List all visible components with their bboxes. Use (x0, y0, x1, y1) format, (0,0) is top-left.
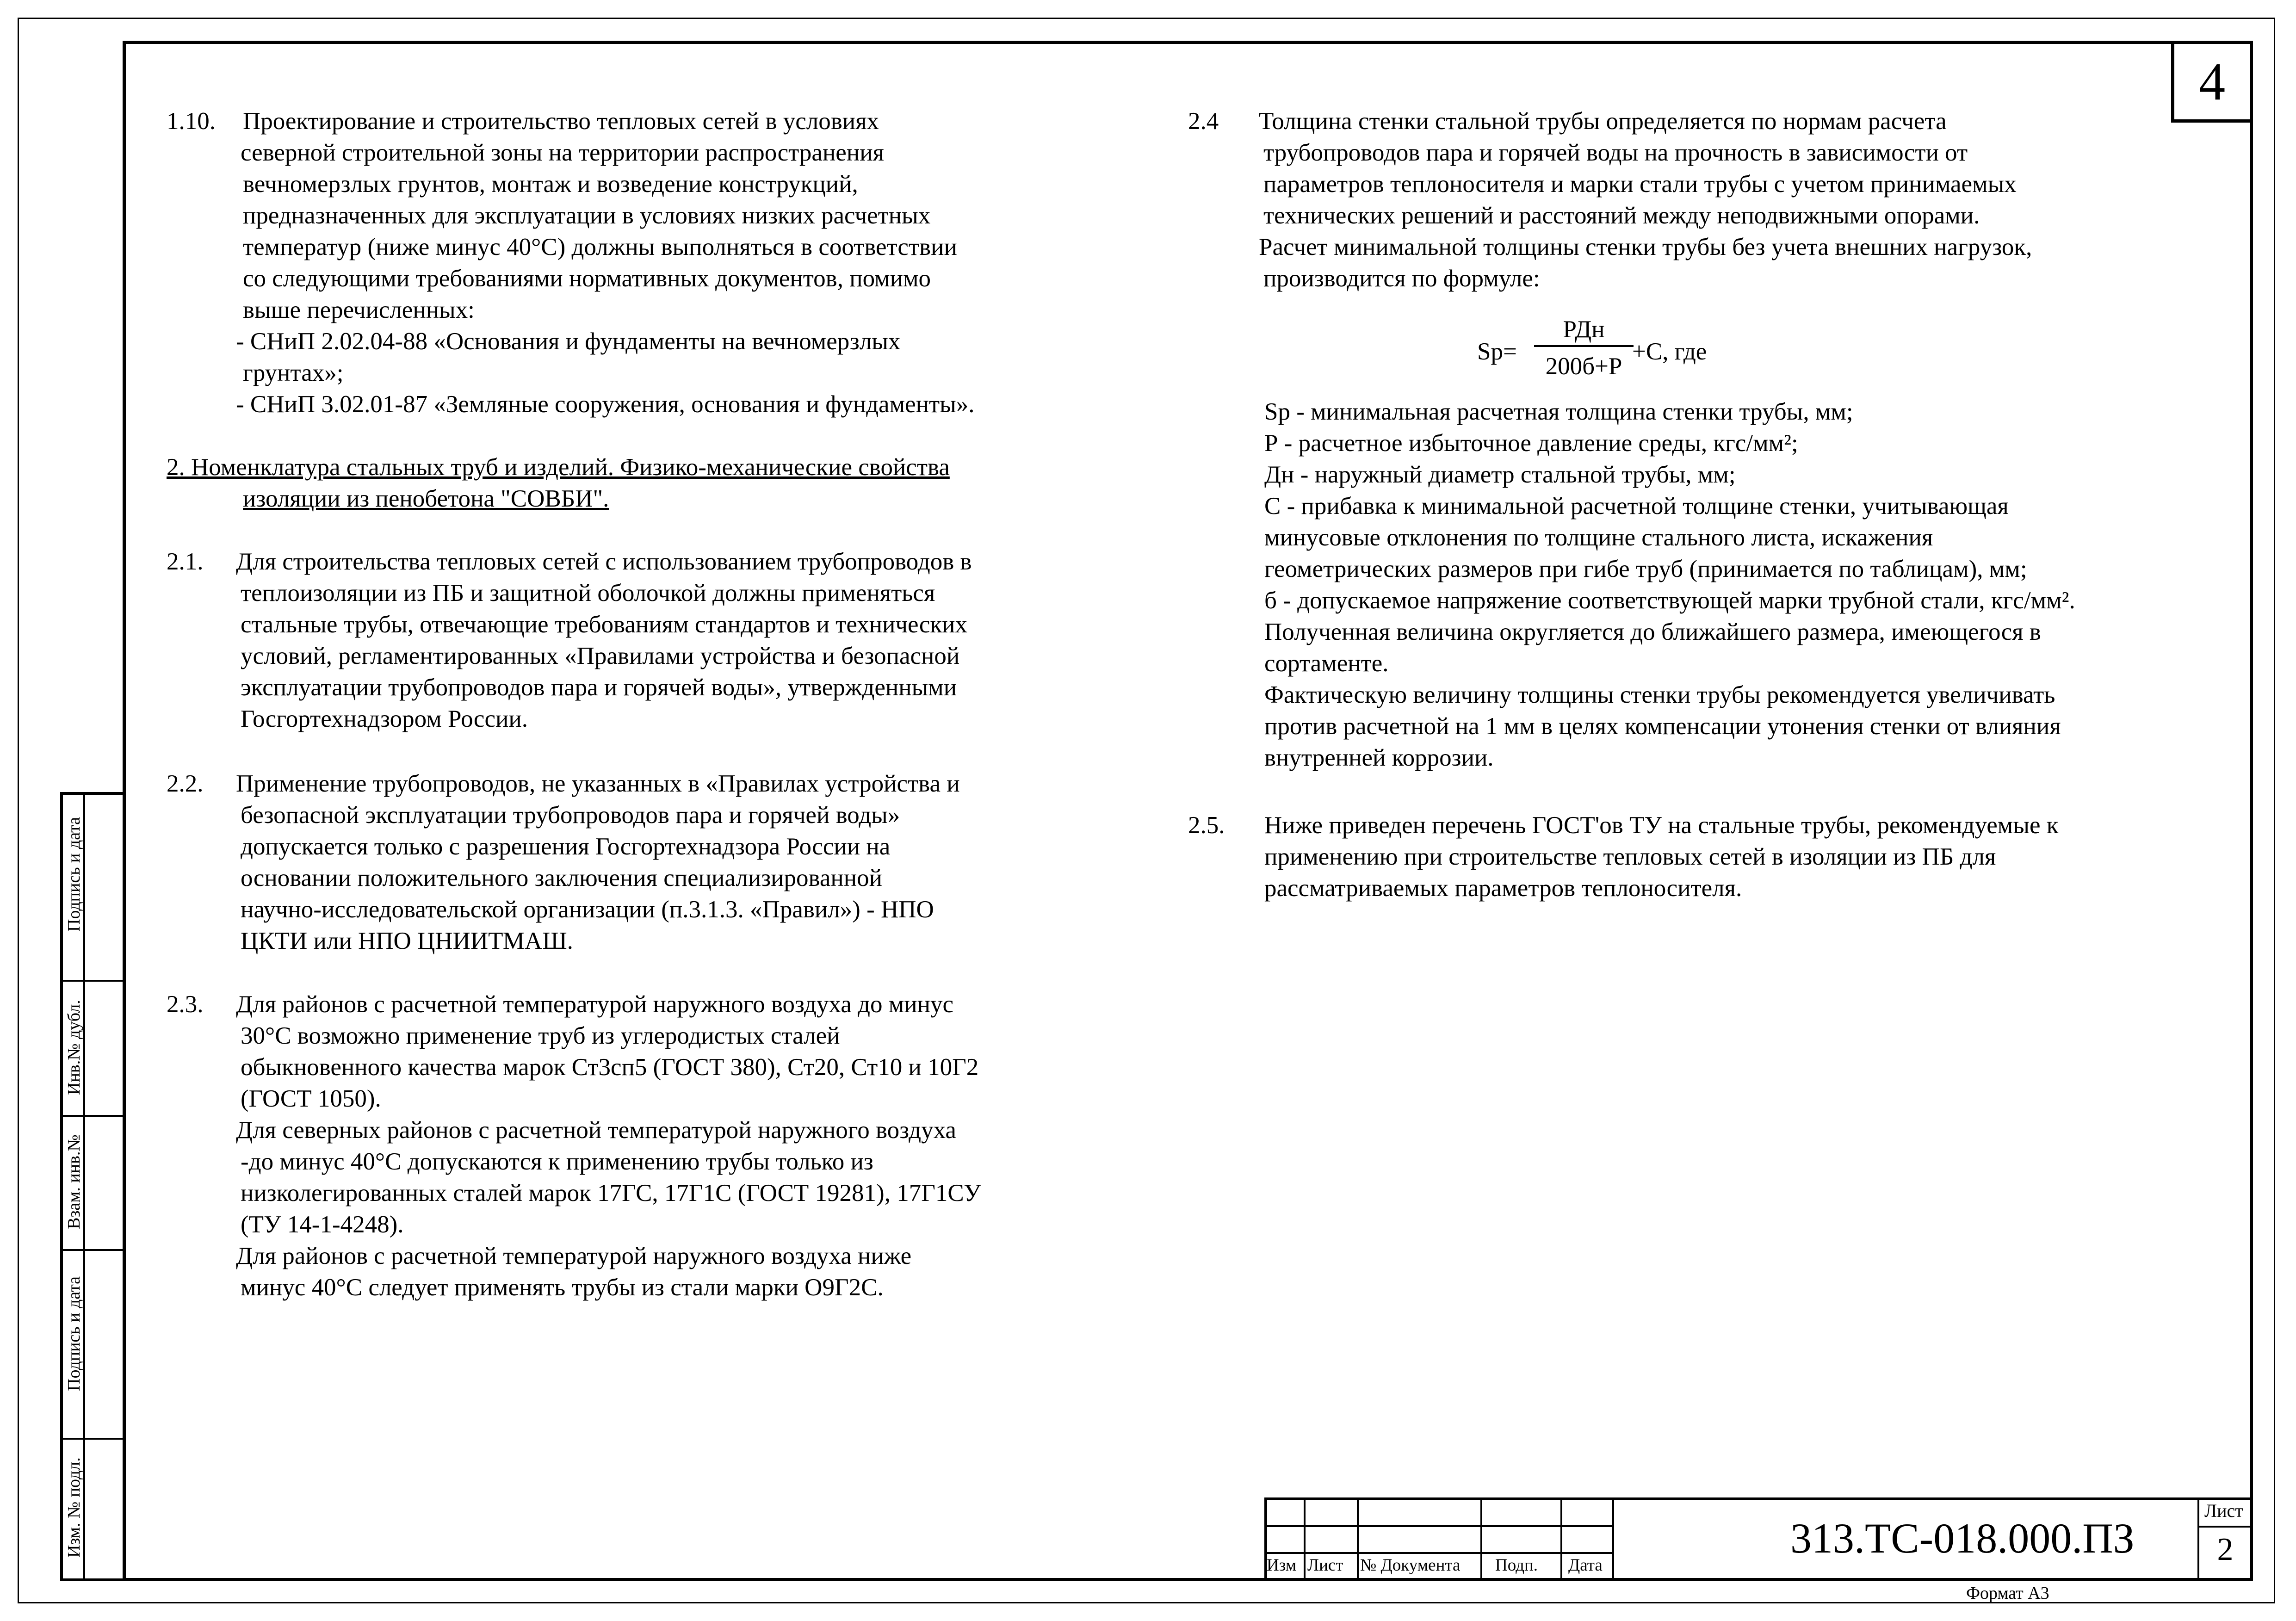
text-line: обыкновенного качества марок Ст3сп5 (ГОСТ 380), Ст20, Ст10 и 10Г2 (241, 1054, 979, 1081)
title-block-line (1264, 1525, 1612, 1527)
sheet-label: Лист (2204, 1500, 2243, 1521)
text-line: рассматриваемых параметров теплоносителя. (1264, 875, 1742, 902)
paragraph-number: 2.2. (167, 770, 204, 797)
side-stamp-replace-inv: Взам. инв.№ (64, 1134, 84, 1229)
text-line: температур (ниже минус 40°С) должны выполняться в соответствии (243, 234, 957, 260)
text-line: трубопроводов пара и горячей воды на прочность в зависимости от (1263, 139, 1968, 166)
text-line: (ТУ 14-1-4248). (241, 1211, 404, 1238)
text-line: допускается только с разрешения Госгортехнадзора России на (241, 833, 891, 860)
side-stamp-line (60, 1249, 126, 1251)
definition-line: сортаменте. (1264, 650, 1389, 677)
text-line: технических решений и расстояний между неподвижными опорами. (1263, 202, 1980, 229)
paragraph-number: 2.4 (1188, 108, 1219, 135)
definition-line: б - допускаемое напряжение соответствующей марки трубной стали, кгс/мм². (1264, 587, 2075, 614)
definition-line: минусовые отклонения по толщине стального листа, искажения (1264, 524, 1933, 551)
paragraph-number: 2.1. (167, 548, 204, 575)
heading-line: изоляции из пенобетона "СОВБИ". (243, 485, 609, 512)
side-stamp-line (60, 980, 126, 982)
sheet-number-top: 4 (2171, 41, 2253, 123)
text-line: предназначенных для эксплуатации в условиях низких расчетных (243, 202, 931, 229)
text-line: Проектирование и строительство тепловых сетей в условиях (243, 108, 879, 135)
text-line: производится по формуле: (1263, 265, 1540, 292)
title-block-line (1264, 1552, 1612, 1554)
text-line: 30°С возможно применение труб из углеродистых сталей (241, 1022, 840, 1049)
heading-line: 2. Номенклатура стальных труб и изделий. Физико-механические свойства (167, 454, 950, 481)
definition-line: С - прибавка к минимальной расчетной толщине стенки, учитывающая (1264, 493, 2009, 520)
text-line: выше перечисленных: (243, 297, 475, 323)
title-block-line (1480, 1497, 1482, 1581)
text-line: параметров теплоносителя и марки стали трубы с учетом принимаемых (1263, 171, 2017, 198)
text-line: грунтах»; (243, 359, 344, 386)
definitions (1264, 396, 2236, 773)
col-header-date: Дата (1568, 1556, 1603, 1575)
text-line: условий, регламентированных «Правилами устройства и безопасной (241, 643, 960, 669)
text-line: Для районов с расчетной температурой наружного воздуха до минус (236, 991, 954, 1018)
text-line: теплоизоляции из ПБ и защитной оболочкой должны применяться (241, 580, 935, 606)
text-line: стальные трубы, отвечающие требованиям стандартов и технических (241, 611, 968, 638)
title-block-line (1357, 1497, 1359, 1581)
text-line: вечномерзлых грунтов, монтаж и возведение конструкций, (243, 171, 858, 198)
text-line: применению при строительстве тепловых сетей в изоляции из ПБ для (1264, 843, 1996, 870)
paragraph-number: 1.10. (167, 108, 216, 135)
formula-lhs: Sp= (1477, 338, 1517, 365)
definition-line: Дн - наружный диаметр стальной трубы, мм; (1264, 461, 1736, 488)
title-block-line (1560, 1497, 1562, 1581)
list-item: - СНиП 2.02.04-88 «Основания и фундаменты на вечномерзлых (236, 328, 901, 355)
text-line: основании положительного заключения специализированной (241, 865, 882, 891)
paragraph-number: 2.5. (1188, 812, 1225, 839)
list-item: - СНиП 3.02.01-87 «Земляные сооружения, основания и фундаменты». (236, 391, 975, 418)
definition-line: против расчетной на 1 мм в целях компенсации утонения стенки от влияния (1264, 713, 2061, 740)
side-stamp-line (60, 1438, 126, 1440)
text-line: безопасной эксплуатации трубопроводов пара и горячей воды» (241, 802, 900, 829)
col-header-sheet: Лист (1307, 1556, 1343, 1575)
col-header-signature: Подп. (1495, 1556, 1538, 1575)
definition-line: Sp - минимальная расчетная толщина стенки трубы, мм; (1264, 398, 1853, 425)
text-line: Расчет минимальной толщины стенки трубы без учета внешних нагрузок, (1259, 234, 2032, 260)
text-line: Госгортехнадзором России. (241, 705, 528, 732)
paragraph-number: 2.3. (167, 991, 204, 1018)
side-stamp-line (60, 1115, 126, 1117)
definition-line: Фактическую величину толщины стенки трубы рекомендуется увеличивать (1264, 681, 2055, 708)
col-header-change: Изм (1267, 1556, 1297, 1575)
text-line: северной строительной зоны на территории распространения (241, 139, 884, 166)
side-stamp-signature-date-1: Подпись и дата (64, 817, 84, 932)
side-stamp-original-inv: Изм. № подл. (64, 1457, 84, 1558)
text-line: эксплуатации трубопроводов пара и горячей воды», утвержденными (241, 674, 957, 701)
formula-denominator: 200б+Р (1545, 353, 1622, 380)
title-block-line (1304, 1497, 1306, 1581)
text-line: Для северных районов с расчетной температурой наружного воздуха (236, 1117, 956, 1144)
fraction-bar (1534, 345, 1634, 347)
sheet-number: 2 (2217, 1532, 2234, 1567)
definition-line: внутренней коррозии. (1264, 744, 1494, 771)
definition-line: Полученная величина округляется до ближайшего размера, имеющегося в (1264, 619, 2041, 645)
text-line: научно-исследовательской организации (п.3.1.3. «Правил») - НПО (241, 896, 934, 923)
text-line: Для районов с расчетной температурой наружного воздуха ниже (236, 1243, 912, 1269)
text-line: (ГОСТ 1050). (241, 1085, 381, 1112)
text-line: Применение трубопроводов, не указанных в «Правилах устройства и (236, 770, 960, 797)
document-code: 313.ТС-018.000.ПЗ (1790, 1515, 2135, 1562)
section-heading-2 (167, 452, 1138, 514)
text-line: Толщина стенки стальной трубы определяется по нормам расчета (1259, 108, 1947, 135)
text-line: Ниже приведен перечень ГОСТ'ов ТУ на стальные трубы, рекомендуемые к (1264, 812, 2059, 839)
formula (1188, 314, 2234, 388)
text-line: -до минус 40°С допускаются к применению трубы только из (241, 1148, 873, 1175)
text-line: низколегированных сталей марок 17ГС, 17Г1С (ГОСТ 19281), 17Г1СУ (241, 1180, 981, 1206)
title-block-line (1612, 1497, 1614, 1581)
text-line: минус 40°С следует применять трубы из стали марки О9Г2С. (241, 1274, 884, 1301)
side-stamp-signature-date-2: Подпись и дата (64, 1276, 84, 1391)
format-label: Формат А3 (1966, 1584, 2049, 1603)
definition-line: Р - расчетное избыточное давление среды, кгс/мм²; (1264, 430, 1798, 457)
text-line: со следующими требованиями нормативных документов, помимо (243, 265, 931, 292)
title-block-line (2197, 1526, 2253, 1528)
side-stamp-inv-dupl: Инв.№ дубл. (64, 1000, 84, 1095)
text-line: Для строительства тепловых сетей с использованием трубопроводов в (236, 548, 972, 575)
formula-numerator: РДн (1563, 316, 1605, 343)
text-line: ЦКТИ или НПО ЦНИИТМАШ. (241, 928, 573, 954)
formula-rhs: +С, где (1632, 338, 1707, 365)
definition-line: геометрических размеров при гибе труб (принимается по таблицам), мм; (1264, 556, 2027, 582)
col-header-document: № Документа (1360, 1556, 1461, 1575)
